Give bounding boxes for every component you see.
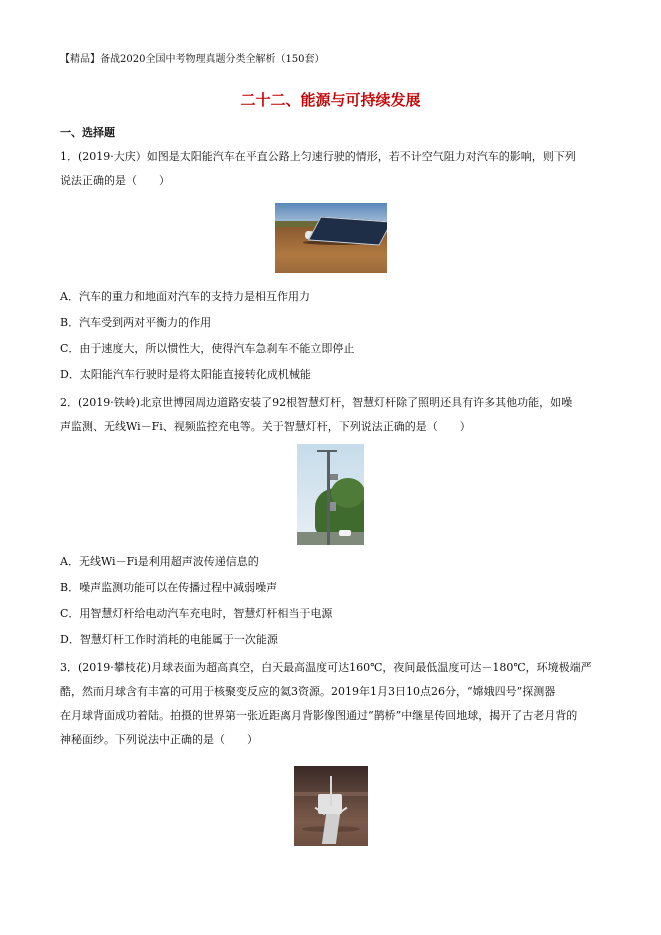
question-3-stem-line: 3．(2019·攀枝花)月球表面为超高真空，白天最高温度可达160℃，夜间最低温度可达－180℃，环境极端严 (60, 661, 592, 674)
question-1-option-a: A．汽车的重力和地面对汽车的支持力是相互作用力 (60, 290, 310, 303)
question-1-stem-line: 1．(2019·大庆）如图是太阳能汽车在平直公路上匀速行驶的情形，若不计空气阻力对汽车的影响，则下列 (60, 150, 576, 163)
question-1-stem-line: 说法正确的是（ ） (60, 174, 170, 187)
question-3-stem-line: 神秘面纱。下列说法中正确的是（ ） (60, 733, 258, 746)
question-2-stem (60, 391, 608, 439)
question-2-option-a: A．无线Wi－Fi是利用超声波传递信息的 (60, 555, 259, 568)
moon-rover-photo (294, 766, 368, 846)
question-2-stem-line: 2．(2019·铁岭)北京世博园周边道路安装了92根智慧灯杆，智慧灯杆除了照明还具有许多其他功能，如噪 (60, 396, 573, 409)
question-2-stem-line: 声监测、无线Wi－Fi、视频监控充电等。关于智慧灯杆，下列说法正确的是（ ） (60, 420, 471, 433)
question-1-option-c: C．由于速度大，所以惯性大，使得汽车急刹车不能立即停止 (60, 342, 355, 355)
question-1-option-b: B．汽车受到两对平衡力的作用 (60, 316, 212, 329)
question-3-stem-line: 酷，然而月球含有丰富的可用于核聚变反应的氦3资源。2019年1月3日10点26分，“嫦娥四号”探测器 (60, 685, 556, 698)
question-2-option-d: D．智慧灯杆工作时消耗的电能属于一次能源 (60, 633, 278, 646)
document-header: 【精品】备战2020全国中考物理真题分类全解析（150套） (60, 54, 325, 65)
section-heading: 一、选择题 (60, 126, 115, 139)
question-3-stem-line: 在月球背面成功着陆。拍摄的世界第一张近距离月背影像图通过“鹊桥”中继星传回地球，揭开了古老月背的 (60, 709, 578, 722)
question-2-option-b: B．噪声监测功能可以在传播过程中减弱噪声 (60, 581, 278, 594)
question-1-option-d: D．太阳能汽车行驶时是将太阳能直接转化成机械能 (60, 368, 311, 381)
question-3-stem (60, 656, 608, 752)
smart-lamp-post-photo (297, 444, 364, 545)
question-1-stem (60, 145, 608, 193)
question-2-option-c: C．用智慧灯杆给电动汽车充电时，智慧灯杆相当于电源 (60, 607, 333, 620)
solar-car-photo (275, 203, 387, 273)
page-title: 二十二、能源与可持续发展 (240, 91, 421, 109)
